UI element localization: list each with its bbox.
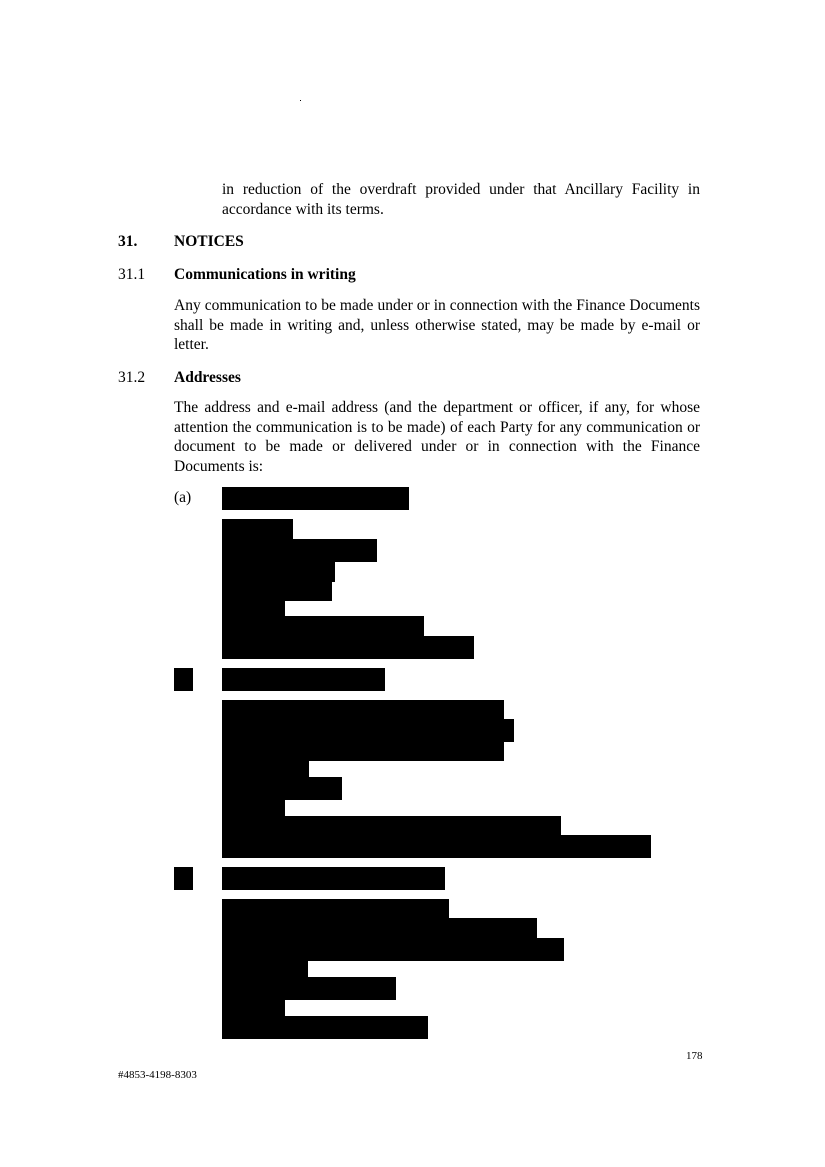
redaction-bar	[222, 777, 342, 800]
redaction-bar	[222, 1016, 428, 1039]
redaction-bar	[222, 799, 285, 817]
redaction-bar	[222, 580, 332, 601]
redaction-bar	[222, 816, 561, 837]
redaction-bar	[222, 519, 293, 540]
redaction-bar	[222, 977, 396, 1000]
redaction-label-box	[174, 867, 193, 890]
redaction-bar	[222, 719, 514, 742]
redaction-bar	[222, 616, 424, 637]
redaction-bar	[222, 867, 445, 890]
redaction-bar	[222, 561, 335, 582]
redaction-bar	[222, 539, 377, 562]
redaction-bar	[222, 741, 504, 761]
clause-text-31-1: Any communication to be made under or in connection with the Finance Documents shall be made in writing and, unless otherwise stated, may be made by e-mail or letter.	[174, 297, 700, 353]
redaction-bar	[222, 700, 504, 721]
stray-mark	[300, 100, 301, 101]
redaction-bar	[222, 835, 651, 858]
list-label-a: (a)	[174, 489, 192, 506]
redaction-bar	[222, 918, 537, 939]
clause-number-31-1: 31.1	[118, 266, 146, 283]
redaction-bar	[222, 999, 285, 1017]
redaction-label-box	[174, 668, 193, 691]
redaction-bar	[222, 636, 474, 659]
continuation-paragraph: in reduction of the overdraft provided under that Ancillary Facility in accordance with its terms.	[222, 181, 700, 218]
section-title: NOTICES	[174, 233, 244, 250]
redaction-bar	[222, 760, 309, 778]
document-id: #4853-4198-8303	[118, 1069, 197, 1081]
clause-number-31-2: 31.2	[118, 369, 146, 386]
redaction-bar	[222, 938, 564, 961]
redaction-bar	[222, 599, 285, 617]
page-number: 178	[686, 1050, 703, 1062]
section-number: 31.	[118, 233, 138, 250]
clause-text-31-2: The address and e-mail address (and the department or officer, if any, for whose attention the communication is to be made) of each Party for any communication or document to be made or delivered under or in connection with the Finance Documents is:	[174, 399, 700, 475]
clause-title-31-2: Addresses	[174, 369, 241, 386]
clause-title-31-1: Communications in writing	[174, 266, 356, 283]
redaction-bar	[222, 487, 409, 510]
redaction-bar	[222, 668, 385, 691]
redaction-bar	[222, 960, 308, 978]
redaction-bar	[222, 899, 449, 920]
